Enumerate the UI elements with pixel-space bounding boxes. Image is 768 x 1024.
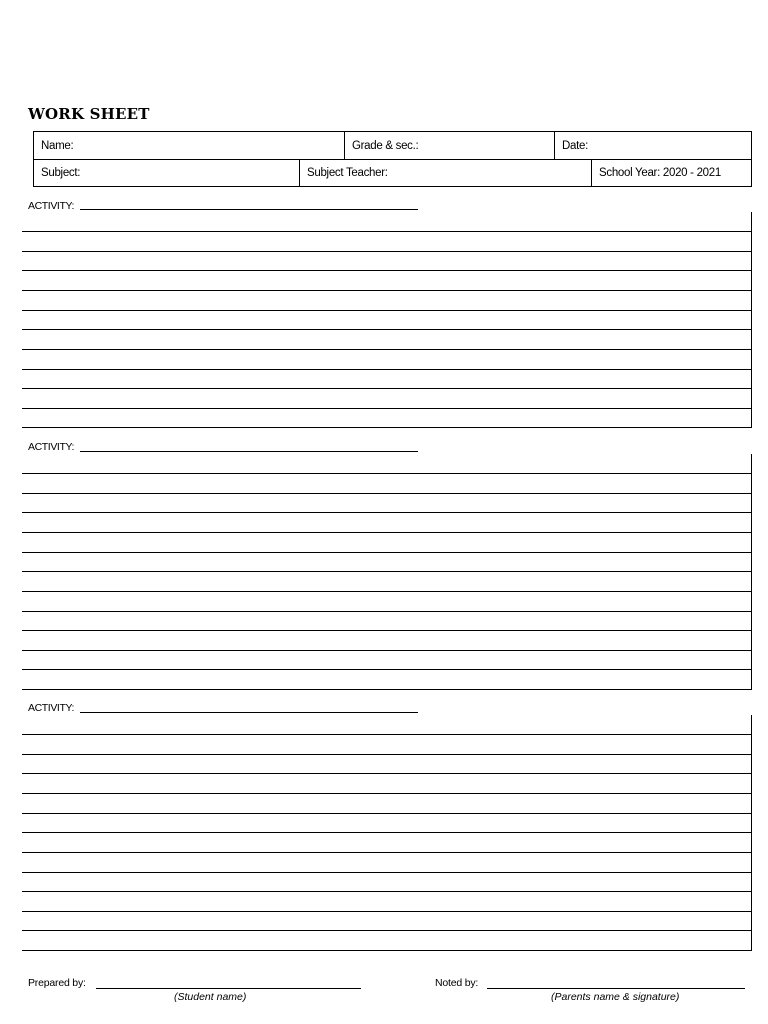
subject-teacher-label: Subject Teacher: [307, 167, 388, 179]
parents-signature-caption: (Parents name & signature) [551, 991, 680, 1003]
writing-line [22, 591, 752, 592]
writing-line [22, 571, 752, 572]
writing-line [22, 473, 752, 474]
writing-line [22, 754, 752, 755]
activity-label-1: ACTIVITY: [28, 200, 74, 212]
writing-line [22, 630, 752, 631]
activity-title-line-1[interactable] [80, 209, 418, 210]
writing-line [22, 251, 752, 252]
writing-line [22, 689, 752, 690]
info-table [33, 131, 752, 187]
writing-line [22, 650, 752, 651]
writing-line [22, 930, 752, 931]
name-field[interactable] [34, 132, 344, 159]
writing-line [22, 493, 752, 494]
answer-area-1[interactable] [22, 212, 752, 428]
writing-line [22, 552, 752, 553]
writing-line [22, 408, 752, 409]
writing-line [22, 349, 752, 350]
worksheet-title: WORK SHEET [28, 105, 150, 123]
writing-line [22, 270, 752, 271]
writing-line [22, 793, 752, 794]
activity-title-line-3[interactable] [80, 712, 418, 713]
grade-section-field[interactable] [344, 132, 554, 159]
writing-line [22, 891, 752, 892]
writing-line [22, 911, 752, 912]
writing-line [22, 832, 752, 833]
writing-line [22, 329, 752, 330]
writing-line [22, 369, 752, 370]
answer-area-2[interactable] [22, 454, 752, 690]
date-field[interactable] [554, 132, 751, 159]
noted-by-label: Noted by: [435, 977, 479, 989]
school-year-label: School Year: 2020 - 2021 [599, 167, 721, 179]
date-label: Date: [562, 139, 588, 152]
student-name-caption: (Student name) [174, 991, 247, 1003]
writing-line [22, 872, 752, 873]
writing-line [22, 611, 752, 612]
noted-by-line[interactable] [487, 988, 745, 989]
writing-line [22, 512, 752, 513]
activity-label-2: ACTIVITY: [28, 441, 74, 453]
grade-section-label: Grade & sec.: [352, 139, 419, 152]
writing-line [22, 669, 752, 670]
writing-line [22, 532, 752, 533]
info-row-1 [34, 132, 751, 160]
writing-line [22, 773, 752, 774]
activity-title-line-2[interactable] [80, 451, 418, 452]
name-label: Name: [41, 139, 74, 152]
info-row-2 [34, 160, 751, 186]
writing-line [22, 852, 752, 853]
writing-line [22, 813, 752, 814]
subject-field[interactable] [34, 160, 299, 186]
writing-line [22, 388, 752, 389]
prepared-by-line[interactable] [96, 988, 361, 989]
writing-line [22, 950, 752, 951]
writing-line [22, 310, 752, 311]
subject-teacher-field[interactable] [299, 160, 591, 186]
subject-label: Subject: [41, 167, 81, 179]
activity-label-3: ACTIVITY: [28, 702, 74, 714]
writing-line [22, 231, 752, 232]
answer-area-3[interactable] [22, 715, 752, 951]
school-year-field [591, 160, 751, 186]
writing-line [22, 290, 752, 291]
writing-line [22, 427, 752, 428]
prepared-by-label: Prepared by: [28, 977, 86, 989]
writing-line [22, 734, 752, 735]
